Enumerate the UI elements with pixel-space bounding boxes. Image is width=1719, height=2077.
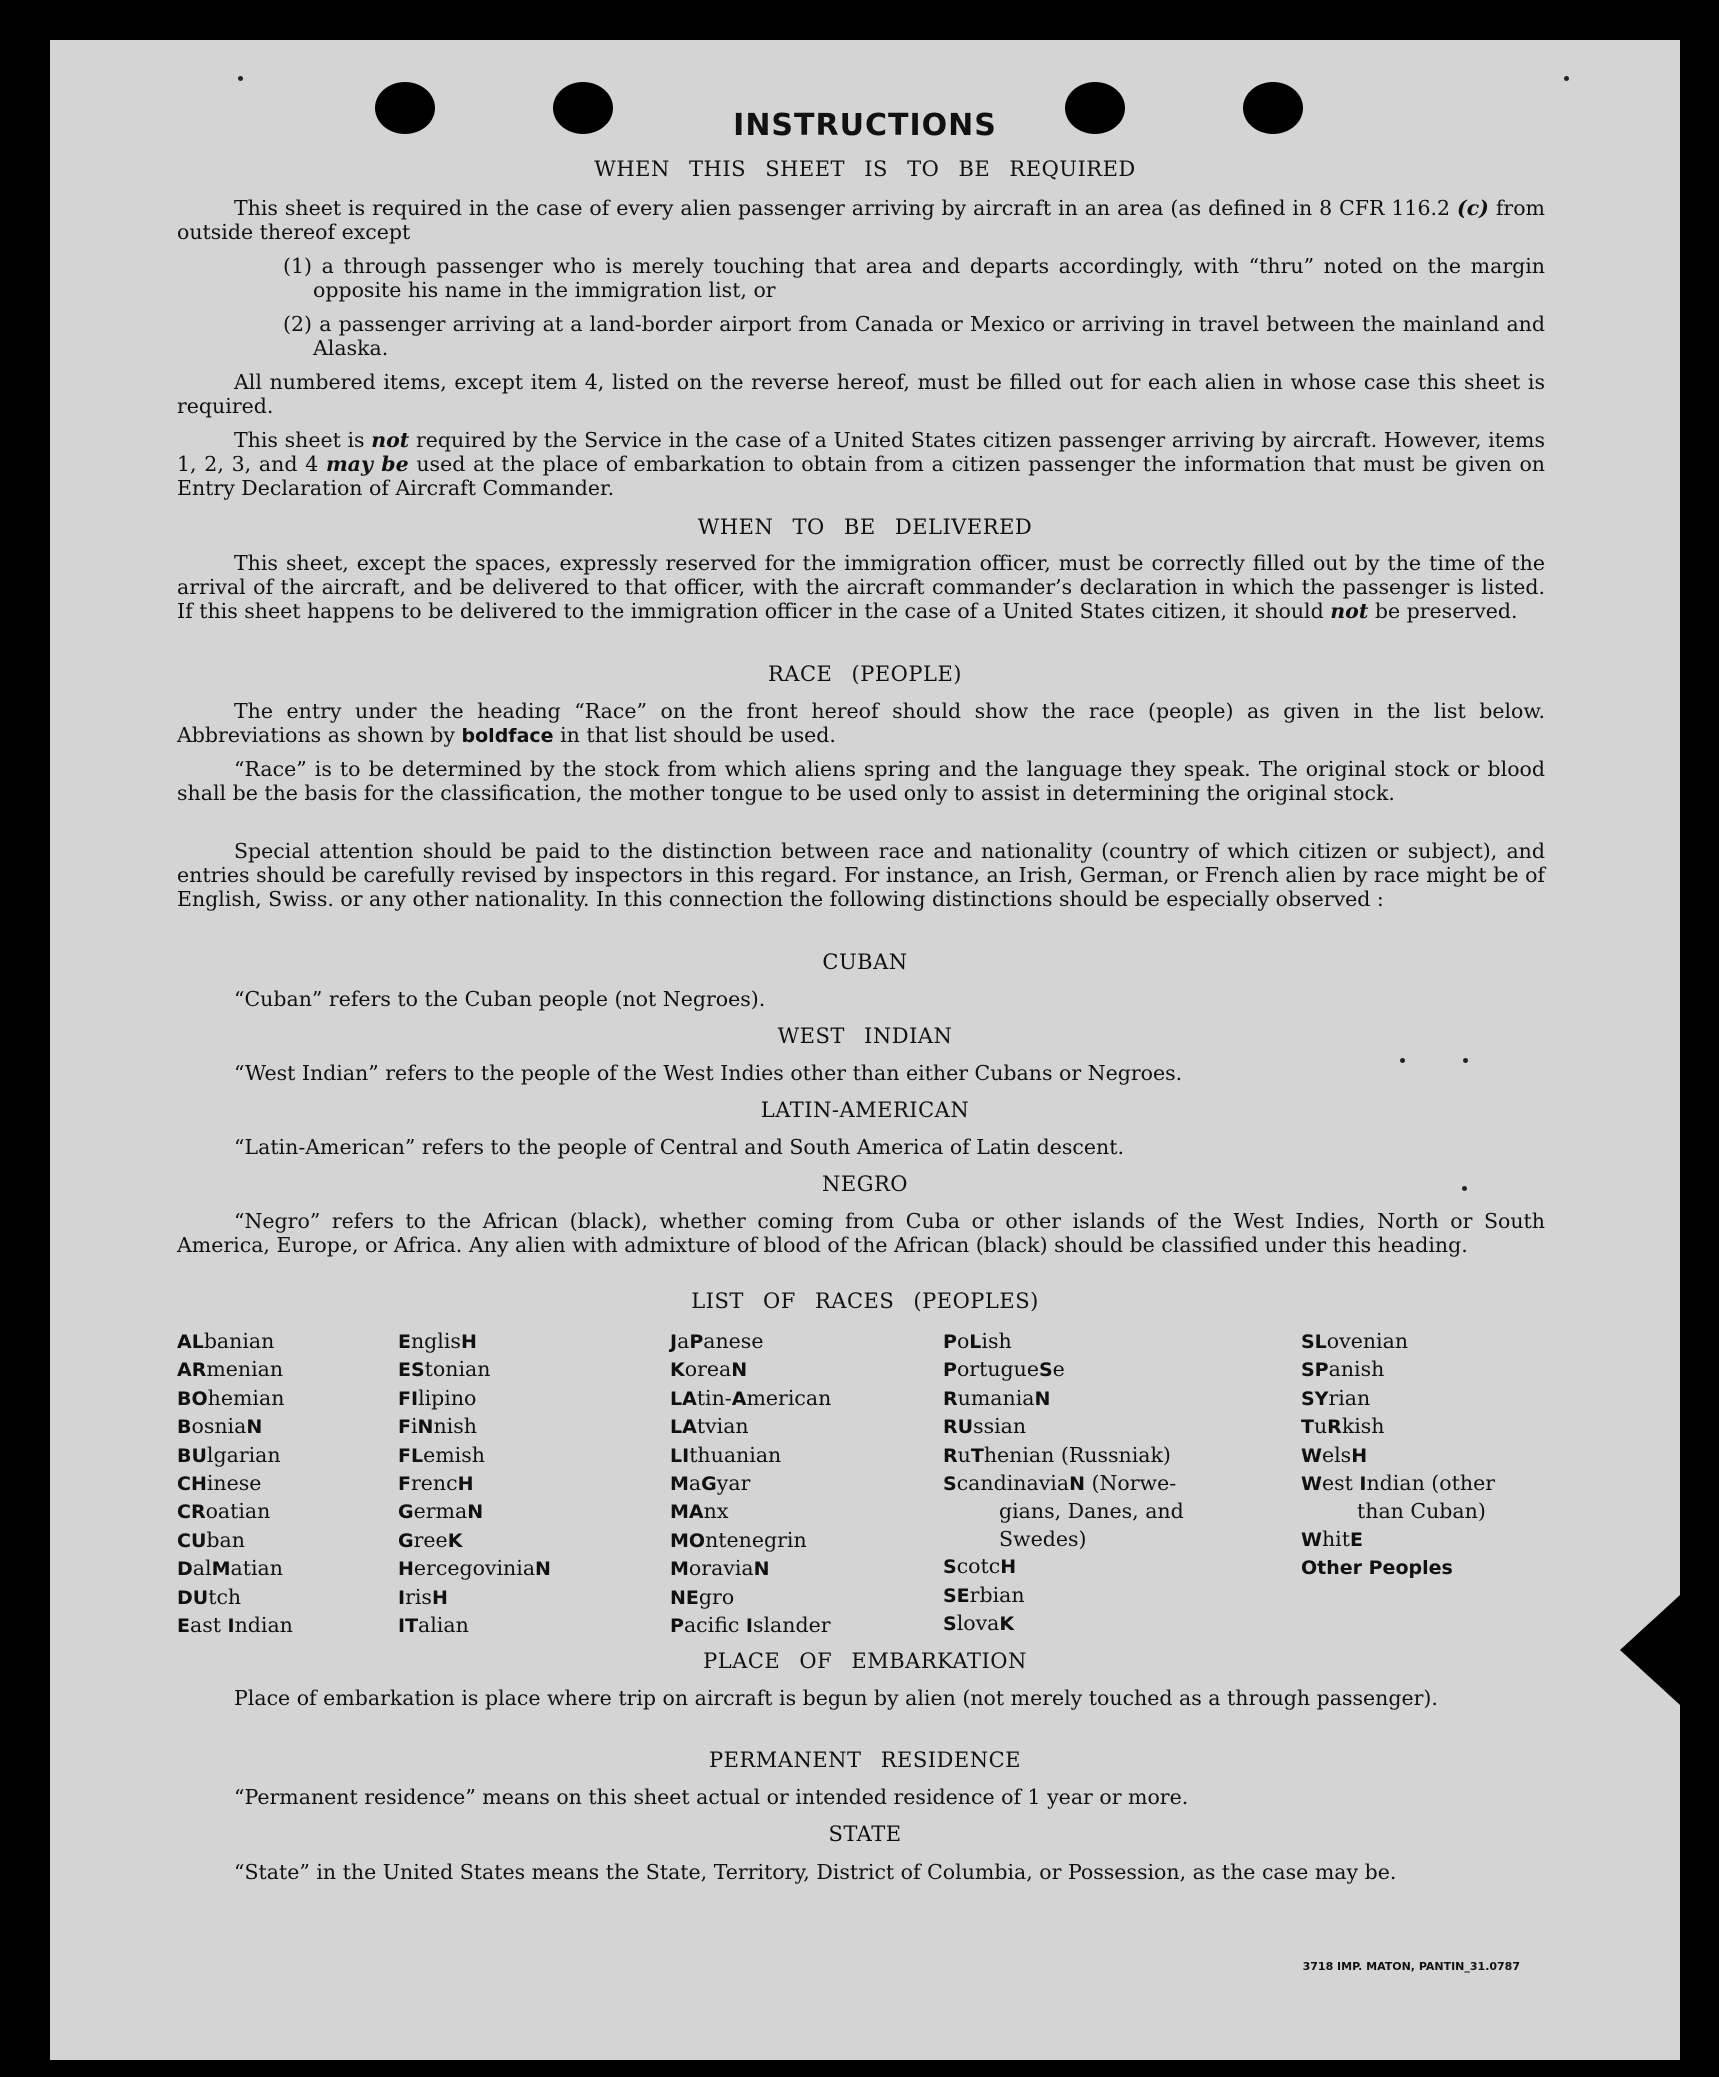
race-entry [398,1442,551,1470]
race-abbreviation: N [1069,1473,1085,1496]
race-entry [943,1385,1184,1413]
race-abbreviation: LI [670,1444,690,1467]
race-entry [398,1385,551,1413]
race-abbreviation: S [943,1613,957,1636]
race-abbreviation: W [1301,1473,1322,1496]
race-entry [177,1470,293,1498]
race-text: u [1313,1414,1328,1439]
race-entry [1301,1385,1495,1413]
race-entry [177,1356,293,1384]
race-abbreviation: H [457,1473,474,1496]
race-entry [1301,1554,1495,1582]
race-text: ovenian [1326,1329,1409,1353]
race-text: ish [981,1329,1012,1353]
race-abbreviation: J [670,1331,678,1353]
race-abbreviation: H [1351,1444,1368,1467]
race-entry [943,1553,1184,1581]
race-abbreviation: N [753,1558,770,1581]
race-abbreviation: SY [1301,1387,1329,1410]
race-text: emish [423,1442,485,1467]
race-entry [1301,1356,1495,1384]
race-abbreviation: BU [177,1444,207,1467]
race-entry [177,1328,293,1356]
paragraph: “State” in the United States means the State, Territory, District of Columbia, or Possession, as the case may be. [234,1860,1397,1884]
heading-west-indian: WEST INDIAN [777,1024,953,1048]
race-text: al [192,1556,212,1581]
race-text: erma [413,1499,468,1524]
race-abbreviation: S [1038,1359,1053,1382]
race-entry [670,1385,831,1413]
race-text: osnia [191,1414,247,1439]
heading-race: RACE (PEOPLE) [767,662,963,686]
race-abbreviation: CR [177,1501,206,1524]
race-entry [943,1582,1184,1610]
paragraph: Special attention should be paid to the distinction between race and nationality (country of which citizen or subject), and entries should be carefully revised by inspectors in this regard. For instance, an Irish, German, or French alien by race might be of English, Swiss. or any other nationality. In this connection the following distinctions should be especially observed : [177,839,1545,911]
race-text: slander [752,1613,831,1638]
race-abbreviation: BO [177,1387,208,1410]
race-entry [943,1498,1184,1525]
race-entry [398,1555,551,1583]
race-entry [398,1527,551,1555]
race-text: ree [413,1527,448,1552]
race-entry [943,1413,1184,1441]
race-abbreviation: R [943,1387,958,1410]
race-abbreviation: S [943,1473,957,1496]
race-abbreviation: FI [398,1387,419,1410]
list-item: (2) a passenger arriving at a land-border airport from Canada or Mexico or arriving in travel between the mainland and Alaska. [283,312,1545,360]
race-text: ssian [973,1414,1027,1439]
race-text: acific [683,1613,746,1638]
race-abbreviation: N [467,1501,484,1524]
race-text: inese [206,1471,262,1496]
race-abbreviation: H [431,1586,448,1609]
race-entry [943,1442,1184,1470]
race-abbreviation: CH [177,1473,207,1496]
race-entry [670,1413,831,1441]
race-text: ndian (other [1366,1471,1496,1496]
race-entry [177,1385,293,1413]
race-abbreviation: MA [670,1501,704,1524]
race-entry [177,1612,293,1640]
race-abbreviation: I [1359,1473,1367,1496]
race-text: nish [433,1414,477,1439]
race-abbreviation: CU [177,1529,207,1552]
race-abbreviation: N [417,1416,434,1439]
race-abbreviation: DU [177,1586,209,1609]
race-abbreviation: F [398,1473,411,1496]
race-text: henian (Russniak) [983,1442,1171,1467]
race-abbreviation: FL [398,1444,424,1467]
race-text: lgarian [206,1442,281,1467]
heading-cuban: CUBAN [822,950,908,974]
race-entry [943,1610,1184,1638]
race-text: Swedes) [999,1526,1087,1551]
race-text: anish [1328,1357,1385,1382]
race-abbreviation: B [177,1416,192,1439]
race-entry [398,1612,551,1640]
race-abbreviation: K [670,1359,685,1382]
heading-latin-american: LATIN-AMERICAN [760,1098,970,1122]
race-abbreviation: T [970,1444,984,1467]
race-abbreviation: SE [943,1584,970,1607]
race-abbreviation: K [447,1529,463,1552]
races-column [1301,1328,1495,1583]
race-abbreviation: K [999,1613,1015,1636]
paragraph: Place of embarkation is place where trip on aircraft is begun by alien (not merely touched as a through passenger). [234,1686,1438,1710]
race-abbreviation: W [1301,1528,1322,1551]
race-text: lova [956,1611,1000,1636]
race-entry [1301,1526,1495,1554]
race-abbreviation: M [670,1558,689,1581]
races-column [943,1328,1184,1638]
races-column [398,1328,551,1640]
race-text: banian [203,1329,275,1353]
race-abbreviation: G [398,1501,414,1524]
race-entry [670,1442,831,1470]
race-entry [177,1584,293,1612]
race-entry [670,1356,831,1384]
race-entry [943,1470,1184,1498]
race-text: lipino [418,1385,477,1410]
race-entry [670,1498,831,1526]
race-text: nglis [410,1329,461,1353]
race-abbreviation: AL [177,1331,204,1353]
race-text: cotc [956,1554,1001,1579]
race-abbreviation: I [398,1586,406,1609]
paragraph: “Cuban” refers to the Cuban people (not Negroes). [234,987,766,1011]
race-abbreviation: I [745,1615,753,1638]
race-abbreviation: SL [1301,1331,1327,1353]
race-text: yar [716,1471,751,1496]
race-entry [943,1356,1184,1384]
race-entry [398,1328,551,1356]
race-entry [398,1413,551,1441]
race-text: kish [1341,1414,1385,1439]
race-text: gro [698,1584,735,1609]
race-text: a [688,1471,702,1496]
race-abbreviation: M [211,1558,231,1581]
race-entry [398,1584,551,1612]
race-abbreviation: IT [398,1615,419,1638]
race-abbreviation: N [246,1416,263,1439]
race-text: tonian [424,1357,491,1382]
race-text: tvian [696,1414,749,1439]
race-entry [943,1328,1184,1356]
race-abbreviation: P [943,1331,957,1353]
race-text: orea [684,1357,732,1382]
race-abbreviation: MO [670,1529,706,1552]
race-text: ortugue [956,1357,1039,1382]
race-abbreviation: H [398,1558,414,1581]
race-entry [1301,1328,1495,1356]
race-entry [398,1498,551,1526]
race-text: els [1321,1442,1352,1467]
race-abbreviation: NE [670,1586,699,1609]
race-text: gians, Danes, and [999,1499,1184,1524]
paragraph: This sheet is required in the case of every alien passenger arriving by aircraft in an area (as defined in 8 CFR 116.2 (c) from outside thereof except [177,196,1545,244]
race-entry [1301,1442,1495,1470]
heading-permanent-residence: PERMANENT RESIDENCE [709,1748,1021,1772]
race-entry [670,1328,831,1356]
paragraph: All numbered items, except item 4, listed on the reverse hereof, must be filled out for each alien in whose case this sheet is required. [177,370,1545,418]
race-abbreviation: F [398,1416,411,1439]
race-entry [670,1470,831,1498]
race-entry [1301,1470,1495,1498]
race-entry [943,1526,1184,1553]
race-text: rbian [969,1582,1025,1607]
race-text: ntenegrin [705,1527,807,1552]
heading-list-of-races: LIST OF RACES (PEOPLES) [691,1289,1039,1313]
race-abbreviation: R [943,1444,958,1467]
race-abbreviation: W [1301,1444,1322,1467]
document-sheet [50,40,1680,2060]
race-text: atian [230,1556,283,1581]
speck [238,76,243,81]
race-abbreviation: E [1349,1528,1363,1551]
race-text: oatian [205,1499,271,1524]
race-text: u [957,1442,971,1467]
race-text: oravia [688,1556,754,1581]
race-text: anese [703,1329,764,1353]
paragraph: “Negro” refers to the African (black), whether coming from Cuba or other islands of the West Indies, North or South America, Europe, or Africa. Any alien with admixture of blood of the African (black) should be classified under this heading. [177,1209,1545,1257]
race-text: hit [1321,1526,1350,1551]
race-text: ndian [234,1613,293,1638]
race-entry [670,1555,831,1583]
paragraph: “Latin-American” refers to the people of Central and South America of Latin descent. [234,1135,1124,1159]
race-text: than Cuban) [1357,1499,1486,1524]
race-abbreviation: S [943,1556,957,1579]
race-entry [177,1442,293,1470]
race-abbreviation: N [535,1558,551,1581]
race-entry [177,1413,293,1441]
race-abbreviation: G [701,1473,717,1496]
race-text: hemian [207,1385,285,1410]
race-abbreviation: A [731,1387,747,1410]
race-text: nx [703,1499,729,1524]
heading-when-delivered: WHEN TO BE DELIVERED [697,515,1033,539]
races-column [670,1328,831,1640]
race-abbreviation: RU [943,1416,974,1439]
race-text: candinavia [956,1471,1070,1496]
race-text: tin- [696,1385,732,1410]
race-abbreviation: N [1034,1387,1051,1410]
heading-embarkation: PLACE OF EMBARKATION [703,1649,1027,1673]
race-entry [670,1584,831,1612]
paragraph: “Permanent residence” means on this sheet actual or intended residence of 1 year or more. [234,1785,1189,1809]
race-abbreviation: H [1000,1556,1017,1579]
race-text: alian [418,1613,469,1638]
race-abbreviation: P [670,1615,684,1638]
race-abbreviation: D [177,1558,193,1581]
race-text: (Norwe- [1084,1471,1177,1496]
paragraph: This sheet is not required by the Service in the case of a United States citizen passenger arriving by aircraft. However, items 1, 2, 3, and 4 may be used at the place of embarkation to obtain from a citizen passenger the information that must be given on Entry Declaration of Aircraft Commander. [177,428,1545,500]
race-abbreviation: ES [398,1359,425,1382]
race-abbreviation: N [731,1359,748,1382]
race-text: ercegovinia [413,1556,536,1581]
page-title: INSTRUCTIONS [733,108,997,143]
heading-state: STATE [828,1822,902,1846]
race-entry [177,1498,293,1526]
race-text: ast [189,1613,228,1638]
heading-when-required: WHEN THIS SHEET IS TO BE REQUIRED [594,157,1136,181]
race-text: i [410,1414,418,1439]
race-abbreviation: AR [177,1359,207,1382]
race-entry [177,1527,293,1555]
race-text: a [677,1329,690,1353]
race-text: merican [746,1385,832,1410]
race-abbreviation: M [670,1473,689,1496]
race-text: o [956,1329,970,1353]
list-item: (1) a through passenger who is merely touching that area and departs accordingly, with “thru” noted on the margin opposite his name in the immigration list, or [283,254,1545,302]
race-entry [670,1612,831,1640]
race-abbreviation: I [227,1615,235,1638]
race-text: rian [1328,1385,1371,1410]
printer-imprint: 3718 IMP. MATON, PANTIN_31.0787 [1302,1960,1520,1973]
race-entry [670,1527,831,1555]
race-text: tch [208,1584,242,1609]
race-entry [398,1470,551,1498]
race-text: umania [957,1385,1035,1410]
paragraph: “Race” is to be determined by the stock from which aliens spring and the language they speak. The original stock or blood shall be the basis for the classification, the mother tongue to be used only to assist in determining the original stock. [177,757,1545,805]
speck [1564,76,1569,81]
race-abbreviation: SP [1301,1359,1329,1382]
race-text: menian [206,1357,284,1382]
race-abbreviation: R [1327,1416,1342,1439]
heading-negro: NEGRO [821,1172,908,1196]
race-abbreviation: P [689,1331,704,1353]
race-abbreviation: LA [670,1416,697,1439]
race-text: thuanian [689,1442,782,1467]
race-abbreviation: Other Peoples [1301,1557,1453,1580]
race-abbreviation: P [943,1359,957,1382]
race-abbreviation: LA [670,1387,697,1410]
race-entry [1301,1413,1495,1441]
paragraph: “West Indian” refers to the people of the West Indies other than either Cubans or Negroes. [234,1061,1183,1085]
race-entry [398,1356,551,1384]
race-text: renc [410,1471,458,1496]
race-text: ban [206,1527,245,1552]
paragraph: The entry under the heading “Race” on the front hereof should show the race (people) as given in the list below. Abbreviations as shown by boldface in that list should be used. [177,699,1545,747]
paragraph: This sheet, except the spaces, expressly reserved for the immigration officer, must be correctly filled out by the time of the arrival of the aircraft, and be delivered to that officer, with the aircraft commander’s declaration in which the passenger is listed. If this sheet happens to be delivered to the immigration officer in the case of a United States citizen, it should not be preserved. [177,551,1545,623]
race-text: ris [405,1584,432,1609]
race-abbreviation: H [460,1331,477,1353]
race-abbreviation: E [177,1615,190,1638]
race-abbreviation: G [398,1529,414,1552]
race-abbreviation: E [398,1331,411,1353]
race-text: est [1321,1471,1360,1496]
race-entry [1301,1498,1495,1525]
race-abbreviation: L [969,1331,982,1353]
race-entry [177,1555,293,1583]
races-column [177,1328,293,1640]
race-text: e [1052,1357,1065,1382]
race-abbreviation: T [1301,1416,1314,1439]
